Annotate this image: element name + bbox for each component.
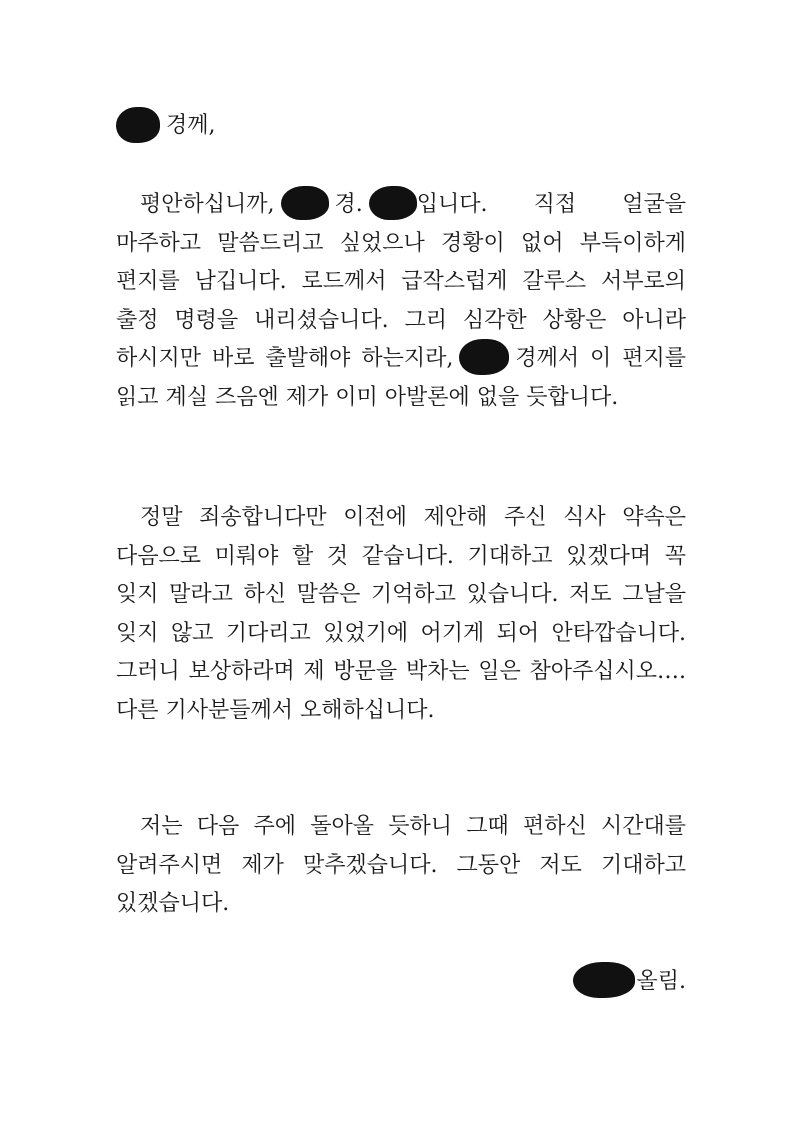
signature-text: 올림.	[636, 969, 686, 994]
salutation	[116, 108, 216, 144]
salutation-text: 경께,	[166, 113, 216, 138]
signature	[573, 964, 687, 1000]
redaction-mark	[459, 339, 509, 375]
paragraph-1	[116, 186, 686, 417]
paragraph-3: 저는 다음 주에 돌아올 듯하니 그때 편하신 시간대를 알려주시면 제가 맞추겠습니다. 그동안 저도 기대하고 있겠습니다.	[116, 814, 686, 916]
redaction-mark	[573, 962, 635, 998]
p1-text-4: 경께서 이 편지를 읽고 계실 즈음엔 제가 이미 아발론에 없을 듯합니다.	[116, 346, 686, 410]
paragraph-2: 정말 죄송합니다만 이전에 제안해 주신 식사 약속은 다음으로 미뤄야 할 것 같습니다. 기대하고 있겠다며 꼭 잊지 말라고 하신 말씀은 기억하고 있습니다. 저도 그날을 잊지 않고 기다리고 있었기에 어기게 되어 안타깝습니다. 그러니 보상하라며 제 방문을 박차는 일은 참아주십시오…. 다른 기사분들께서 오해하십니다.	[116, 505, 686, 723]
p1-text-1: 평안하십니까,	[140, 192, 275, 217]
p1-text-3: 입니다. 직접 얼굴을 마주하고 말씀드리고 싶었으나 경황이 없어 부득이하게 편지를 남깁니다. 로드께서 급작스럽게 갈루스 서부로의 출정 명령을 내리셨습니다. 그리 심각한 상황은 아니라 하시지만 바로 출발해야 하는지라,	[116, 192, 686, 371]
redaction-mark	[116, 107, 160, 143]
redaction-mark	[281, 186, 329, 220]
p1-text-2: 경.	[334, 192, 363, 217]
redaction-mark	[369, 186, 417, 220]
